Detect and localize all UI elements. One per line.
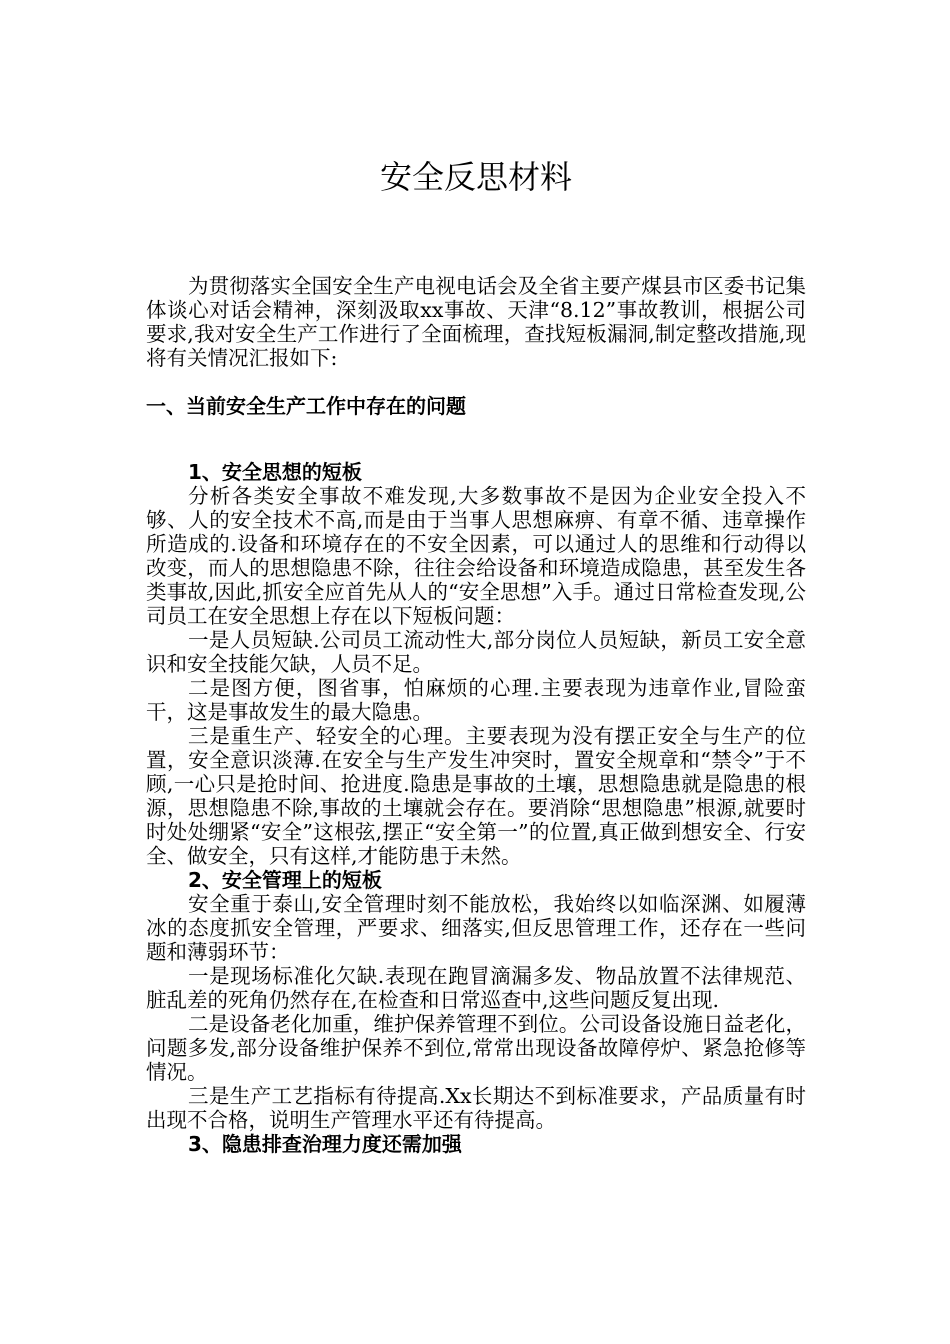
paragraph: 二是设备老化加重，维护保养管理不到位。公司设备设施日益老化，问题多发,部分设备维护保养不到位,常常出现设备故障停炉、紧急抢修等情况。	[146, 1012, 806, 1084]
paragraph: 一是人员短缺.公司员工流动性大,部分岗位人员短缺，新员工安全意识和安全技能欠缺，人员不足。	[146, 628, 806, 676]
document-body	[146, 274, 806, 1156]
paragraph: 安全重于泰山,安全管理时刻不能放松，我始终以如临深渊、如履薄冰的态度抓安全管理，严要求、细落实,但反思管理工作，还存在一些问题和薄弱环节：	[146, 892, 806, 964]
subheading-2: 2、安全管理上的短板	[188, 868, 382, 892]
paragraph: 分析各类安全事故不难发现,大多数事故不是因为企业安全投入不够、人的安全技术不高,而是由于当事人思想麻痹、有章不循、违章操作所造成的.设备和环境存在的不安全因素，可以通过人的思维和行动得以改变，而人的思想隐患不除，往往会给设备和环境造成隐患，甚至发生各类事故,因此,抓安全应首先从人的“安全思想”入手。通过日常检查发现,公司员工在安全思想上存在以下短板问题：	[146, 484, 806, 628]
document-title: 安全反思材料	[379, 158, 572, 196]
paragraph: 二是图方便，图省事，怕麻烦的心理.主要表现为违章作业,冒险蛮干，这是事故发生的最大隐患。	[146, 676, 806, 724]
section-heading-1: 一、当前安全生产工作中存在的问题	[146, 394, 466, 418]
intro-paragraph: 为贯彻落实全国安全生产电视电话会及全省主要产煤县市区委书记集体谈心对话会精神，深刻汲取xx事故、天津“8.12”事故教训，根据公司要求,我对安全生产工作进行了全面梳理，查找短板漏洞,制定整改措施,现将有关情况汇报如下:	[146, 274, 806, 370]
paragraph: 三是重生产、轻安全的心理。主要表现为没有摆正安全与生产的位置，安全意识淡薄.在安全与生产发生冲突时，置安全规章和“禁令”于不顾,一心只是抢时间、抢进度.隐患是事故的土壤，思想隐患就是隐患的根源，思想隐患不除,事故的土壤就会存在。要消除“思想隐患”根源,就要时时处处绷紧“安全”这根弦,摆正“安全第一”的位置,真正做到想安全、行安全、做安全，只有这样,才能防患于未然。	[146, 724, 806, 868]
subheading-3: 3、隐患排查治理力度还需加强	[188, 1132, 462, 1156]
paragraph: 一是现场标准化欠缺.表现在跑冒滴漏多发、物品放置不法律规范、脏乱差的死角仍然存在,在检查和日常巡查中,这些问题反复出现.	[146, 964, 806, 1012]
paragraph: 三是生产工艺指标有待提高.Xx长期达不到标准要求，产品质量有时出现不合格，说明生产管理水平还有待提高。	[146, 1084, 806, 1132]
subheading-1: 1、安全思想的短板	[188, 460, 362, 484]
